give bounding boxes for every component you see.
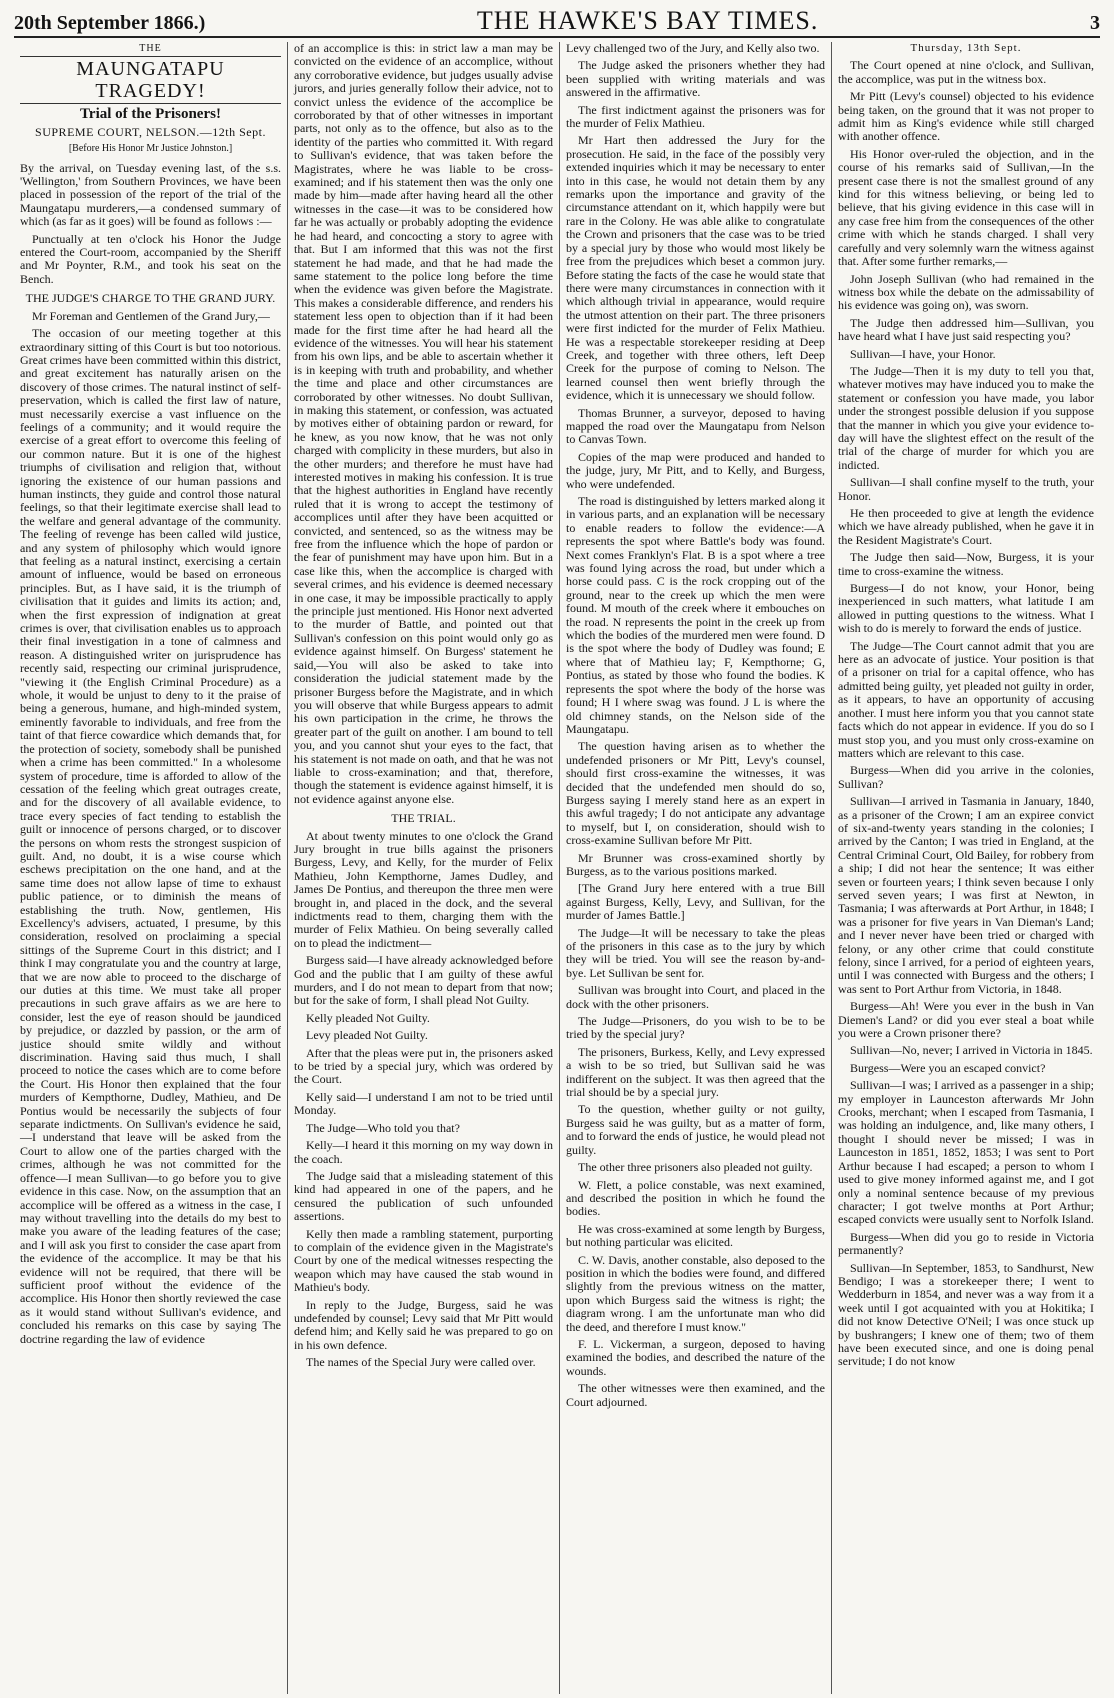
paragraph: The Judge asked the prisoners whether they had been supplied with writing materials and was answered in the affirmative.: [566, 58, 825, 100]
paragraph: Sullivan—No, never; I arrived in Victoria in 1845.: [850, 1043, 1093, 1058]
paragraph: Levy pleaded Not Guilty.: [306, 1028, 428, 1043]
paragraph: Thomas Brunner, a surveyor, deposed to having mapped the road over the Maungatapu from Nelson to Canvas Town.: [566, 405, 825, 447]
paragraph: The Judge—It will be necessary to take the pleas of the prisoners in this case as to the jury by which they will be tried. You will see the reason by-and-bye. Let Sullivan be sent for.: [566, 925, 825, 980]
masthead: [14, 6, 1100, 38]
columns: [14, 42, 1100, 1694]
paragraph: The Judge—The Court cannot admit that you are here as an advocate of justice. Your position is that of a prisoner on trial for a capital offence, who has admitted being guilty, yet pleaded not guilty in order, as it appears, to have an opportunity of accusing another. I must here inform you that you cannot state facts which do not appear in evidence. If you do so I must stop you, and you must only cross-examine on matters which are relevant to this case.: [838, 638, 1094, 760]
paragraph: After that the pleas were put in, the prisoners asked to be tried by a special jury, which was ordered by the Court.: [294, 1045, 553, 1087]
paragraph: Sullivan—I have, your Honor.: [850, 346, 996, 361]
section-heading-trial: THE TRIAL.: [391, 811, 456, 826]
paragraph: Mr Foreman and Gentlemen of the Grand Jury,—: [32, 308, 270, 323]
paragraph: Kelly said—I understand I am not to be tried until Monday.: [294, 1089, 553, 1118]
section-heading-charge: THE JUDGE'S CHARGE TO THE GRAND JURY.: [25, 291, 276, 306]
paragraph: Sullivan—In September, 1853, to Sandhurst, New Bendigo; I was a storekeeper there; I went to Wedderburn in 1854, and never was a way from it a week until I got acquainted with you at Hokitika; I did not know Detective O'Neil; I was once stuck up by bushrangers; I knew one of them; two of them have been executed since, and one is doing penal servitude; I do not know: [838, 1260, 1094, 1369]
paragraph: By the arrival, on Tuesday evening last, of the s.s. 'Wellington,' from Southern Provinces, we have been placed in possession of the report of the trial of the Maungatapu murderers,—a condensed summary of which (as far as it goes) will be found as follows :—: [20, 160, 281, 229]
paragraph: The Judge then addressed him—Sullivan, you have heard what I have just said respecting you?: [838, 315, 1094, 344]
paragraph: The Judge—Prisoners, do you wish to be to be tried by the special jury?: [566, 1014, 825, 1042]
court-line: SUPREME COURT, NELSON.—12th Sept.: [35, 124, 266, 139]
paragraph: C. W. Davis, another constable, also deposed to the position in which the bodies were found, and differed slightly from the previous witness on the matter, upon which Burgess said the witness is right; the diagram wrong. I am the unfortunate man who did the deed, and therefore I must know.": [566, 1252, 825, 1334]
paragraph: Sullivan—I shall confine myself to the truth, your Honor.: [838, 475, 1094, 503]
paragraph: Mr Brunner was cross-examined shortly by Burgess, as to the various positions marked.: [566, 850, 825, 878]
page-number: 3: [1090, 12, 1100, 34]
paragraph: The Judge said that a misleading statement of this kind had appeared in one of the papers, and he censured the publication of such unfounded assertions.: [294, 1168, 553, 1224]
paragraph: The prisoners, Burkess, Kelly, and Levy expressed a wish to be so tried, but Sullivan said he was indifferent on the subject. It was then agreed that the trial should be by a special jury.: [566, 1044, 825, 1100]
paragraph: His Honor over-ruled the objection, and in the course of his remarks said of Sullivan,—In the present case there is not the smallest ground of any kind for this witness believing, or being led to believe, that his giving evidence in this case will in any case free him from the consequences of the other crime with which he stands charged. I shall very carefully and very solemnly warn the witness against that. After some further remarks,—: [838, 146, 1094, 269]
paragraph: Burgess said—I have already acknowledged before God and the public that I am guilty of these awful murders, and I do not mean to depart from that now; but for the sake of form, I shall plead Not Guilty.: [294, 953, 553, 1008]
paragraph: F. L. Vickerman, a surgeon, deposed to having examined the bodies, and described the nature of the wounds.: [566, 1336, 825, 1378]
paragraph: Mr Pitt (Levy's counsel) objected to his evidence being taken, on the ground that it was not proper to admit him as King's evidence while still charged with another offence.: [838, 89, 1094, 144]
paragraph: He then proceeded to give at length the evidence which we have already published, when he gave it in the Resident Magistrate's Court.: [838, 506, 1094, 547]
paragraph: Burgess—Ah! Were you ever in the bush in Van Diemen's Land? or did you ever steal a boat while you were a Crown prisoner there?: [838, 999, 1094, 1041]
paragraph: The first indictment against the prisoners was for the murder of Felix Mathieu.: [566, 102, 825, 131]
paragraph: To the question, whether guilty or not guilty, Burgess said he was guilty, but as a matter of form, and to forward the ends of justice, he would plead not guilty.: [566, 1102, 825, 1157]
column-1: [14, 42, 288, 1694]
paragraph: [The Grand Jury here entered with a true Bill against Burgess, Kelly, Levy, and Sullivan, for the murder of James Battle.]: [566, 881, 825, 923]
paragraph: In reply to the Judge, Burgess, said he was undefended by counsel; Levy said that Mr Pitt would defend him; and Kelly said he was prepared to go on in his own defence.: [294, 1297, 553, 1352]
paragraph: Kelly pleaded Not Guilty.: [306, 1010, 430, 1025]
paragraph: W. Flett, a police constable, was next examined, and described the position in which he found the bodies.: [566, 1177, 825, 1219]
pre-title: THE: [139, 43, 162, 54]
column-2: [288, 42, 560, 1694]
paragraph: The question having arisen as to whether the undefended prisoners or Mr Pitt, Levy's counsel, should first cross-examine the witnesses, it was decided that the undefended men should do so, Burgess saying I merely stand here as an expert in this awful tragedy; I do not anticipate any advantage to myself, but I, on consideration, should wish to cross-examine Sullivan before Mr Pitt.: [566, 739, 825, 848]
issue-date: 20th September 1866.): [14, 12, 206, 34]
paragraph: Kelly then made a rambling statement, purporting to complain of the evidence given in the Magistrate's Court by one of the medical witnesses respecting the weapon which may have caused the stab wound in Mathieu's body.: [294, 1226, 553, 1295]
paper-name: THE HAWKE'S BAY TIMES.: [476, 6, 819, 35]
paragraph: Burgess—When did you go to reside in Victoria permanently?: [838, 1229, 1094, 1258]
paragraph: The other witnesses were then examined, and the Court adjourned.: [566, 1381, 825, 1409]
paragraph: Sullivan—I arrived in Tasmania in January, 1840, as a prisoner of the Crown; I am an expiree convict of six-and-twenty years standing in the colonies; I arrived by the Canton; I was tried in England, at the Central Criminal Court, Old Bailey, for robbery from a ship; I did not hear the sentence; It was either seven or fourteen years; I think seven because I only served seven years; I was first at Newton, in Tasmania; I was afterwards at Port Arthur, in 1848; I was a prisoner for five years in Van Dieman's Land; and I never never have been tried or charged with felony, or any other crime that could constitute felony, since I arrived, for a period of eighteen years, until I was connected with Burgess and the others; I was sent to Port Arthur from Victoria, in 1848.: [838, 794, 1094, 996]
paragraph: The other three prisoners also pleaded not guilty.: [578, 1160, 813, 1175]
paragraph: The Court opened at nine o'clock, and Sullivan, the accomplice, was put in the witness box.: [838, 58, 1094, 86]
paragraph: The names of the Special Jury were called over.: [306, 1355, 536, 1370]
paragraph: The road is distinguished by letters marked along it in various parts, and an explanation will be necessary to enable readers to follow the evidence:—A represents the spot where Battle's body was found. Next comes Franklyn's Flat. B is a spot where a tree was found lying across the road, but under which a horse could pass. C is the rock cropping out of the ground, near to the creek up which the men were found. M mouth of the creek where it embouches on the road. N represents the point in the creek up from which the bodies of the murdered men were found. D is the spot where the body of Dudley was found; E where that of Mathieu lay; F, Kempthorne; G, Pontius, as stated by those who found the bodies. K represents the spot where the body of the horse was found; H I where swag was found. J L is where the old chimney stands, on the Nelson side of the Maungatapu.: [566, 494, 825, 736]
paragraph: of an accomplice is this: in strict law a man may be convicted on the evidence of an accomplice, without any corroborative evidence, but judges usually advise jurors, and juries generally follow their advice, not to convict unless the evidence of the accomplice be corroborated by that of other witnesses in important parts, not only as to the offence, but also as to the identity of the parties who committed it. With regard to Sullivan's evidence, that was taken before the Magistrates, where he was liable to be cross-examined; and if his statement then was the only one made by him—made after having heard all the other witnesses in the case—it was to be considered how far he was actually or probably adopting the evidence he had heard, and concocting a story to agree with that. But I am informed that this was not the first statement he had made, and that he had made the same statement to the police long before the time when the evidence was given before the Magistrate. This makes a considerable difference, and renders his statement less open to objection than if it had been made for the first time after he had heard all the evidence of the witnesses. You will hear his statement from his own lips, and be able to ascertain whether it is in keeping with truth and probability, and whether the time and place and other circumstances are corroborated by other witnesses. No doubt Sullivan, in making this statement, or confession, was actuated by motives either of obtaining pardon or reward, for he knew, as you now know, that he was not only charged with complicity in these murders, but also in the other murders; and therefore he must have had interested motives in making his confession. It is true that the highest authorities in England have recently ruled that it is wrong to accept the testimony of accomplices until after they have been acquitted or convicted, and sentenced, so as the witness may be free from the influence which the hope of pardon or the fear of punishment may have upon him. But in a case like this, when the accomplice is charged with several crimes, and his evidence is deemed necessary in one case, it may be impossible practically to apply the principle just mentioned. His Honor next adverted to the murder of Battle, and pointed out that Sullivan's confession on this point would only go as evidence against himself. On Burgess' statement he said,—You will also be asked to take into consideration the judicial statement made by the prisoner Burgess before the Magistrate, and in which you will observe that while Burgess appears to admit his own participation in the crime, he throws the greater part of the guilt on another. I am bound to tell you, and you cannot shut your eyes to the fact, that his statement is not made on oath, and that he was not liable to cross-examination; and that, therefore, though the statement is evidence against himself, it is not evidence against anyone else.: [294, 42, 553, 806]
paragraph: John Joseph Sullivan (who had remained in the witness box while the debate on the admissability of his evidence was going on), was sworn.: [838, 271, 1094, 313]
paragraph: The Judge—Who told you that?: [306, 1120, 460, 1135]
paragraph: Copies of the map were produced and handed to the judge, jury, Mr Pitt, and to Kelly, and Burgess, who were undefended.: [566, 449, 825, 491]
paragraph: Levy challenged two of the Jury, and Kelly also two.: [566, 42, 820, 55]
paragraph: Burgess—I do not know, your Honor, being inexperienced in such matters, what latitude I am allowed in putting questions to the witness. What I wish to do is merely to forward the ends of justice.: [838, 581, 1094, 636]
paragraph: Sullivan—I was; I arrived as a passenger in a ship; my employer in Launceston afterwards Mr John Crooks, merchant; when I escaped from Tasmania, I was holding an indulgence, and, like many others, I thought I should never be missed; I was in Launceston in 1851, 1852, 1853; I was sent to Port Arthur because I had escaped; a person to whom I used to give money informed against me, and I got only a nominal sentence because of my previous character; I got twelve months at Port Arthur; escaped convicts were usually sent to Norfolk Island.: [838, 1078, 1094, 1227]
subheadline: Trial of the Prisoners!: [80, 106, 221, 123]
paragraph: Mr Hart then addressed the Jury for the prosecution. He said, in the face of the possibly very extended inquiries which it may be necessary to enter into in this case, he would not detain them by any remarks upon the importance and gravity of the circumstance attendant on it, which happily were but rare in the Colony. He was able alike to congratulate the Crown and prisoners that the case was to be tried by a special jury by those who would most likely be free from the prejudices which beset a common jury. Before stating the facts of the case he would state that there were many circumstances in connection with it which although trivial in appearance, would require the utmost attention on their part. The three prisoners were first indicted for the murder of Felix Mathieu. He was a respectable storekeeper residing at Deep Creek, and together with three others, left Deep Creek for the purpose of coming to Nelson. The learned counsel then went briefly through the evidence, which it is unnecessary we should follow.: [566, 133, 825, 403]
paragraph: He was cross-examined at some length by Burgess, but nothing particular was elicited.: [566, 1221, 825, 1250]
headline: MAUNGATAPU TRAGEDY!: [20, 56, 281, 104]
dateline: Thursday, 13th Sept.: [910, 42, 1022, 54]
column-4: [832, 42, 1100, 1694]
paragraph: Sullivan was brought into Court, and placed in the dock with the other prisoners.: [566, 983, 825, 1011]
paragraph: The Judge then said—Now, Burgess, it is your time to cross-examine the witness.: [838, 550, 1094, 578]
paragraph: At about twenty minutes to one o'clock the Grand Jury brought in true bills against the prisoners Burgess, Levy, and Kelly, for the murder of Felix Mathieu, John Kempthorne, James Dudley, and James De Pontius, and thereupon the three men were brought in, and placed in the dock, and the several indictments read to them, charging them with the murder of Felix Mathieu. On being severally called on to plead the indictment—: [294, 828, 553, 950]
paragraph: Kelly—I heard it this morning on my way down in the coach.: [294, 1138, 553, 1166]
paragraph: Punctually at ten o'clock his Honor the Judge entered the Court-room, accompanied by the Sheriff and Mr Poynter, R.M., and took his seat on the Bench.: [20, 231, 281, 286]
paragraph: Burgess—Were you an escaped convict?: [850, 1060, 1046, 1075]
paragraph: The occasion of our meeting together at this extraordinary sitting of this Court is but too notorious. Great crimes have been committed within this district, and great excitement has naturally arisen on the discovery of those crimes. The natural instinct of self-preservation, which is called the first law of nature, must necessarily exercise a vast influence on the feelings of a community; and it would require the exercise of a great effort to overcome this feeling of our common nature. But it is one of the highest triumphs of civilisation and religion that, without ignoring the existence of our human passions and human instincts, they guide and control those natural feelings, so that their legitimate exercise shall lead to the welfare and general advantage of the community. The feeling of revenge has been called wild justice, and any system of philosophy which would ignore that feeling as a natural instinct, exercising a certain amount of influence, would be based on erroneous principles. But, as I have said, it is the triumph of civilisation that it guides and limits its action; and, when the first expression of indignation at great crimes is over, that civilisation enables us to approach their final investigation in a tone of calmness and reason. A distinguished writer on jurisprudence has recently said, respecting our criminal jurisprudence, "viewing it (the English Criminal Procedure) as a whole, it would be unjust to deny to it the praise of being a generous, humane, and high-minded system, eminently favorable to individuals, and free from the taint of that fierce cowardice which demands that, for the protection of society, somebody shall be punished when a crime has been committed." In a wholesome system of procedure, time is afforded to allow of the cessation of the feeling which great outrages create, and for the discovery of all available evidence, to trace every species of fact tending to establish the guilt or innocence of persons charged, or to discover the persons on whom rests the strongest suspicion of guilt. And, no doubt, it is a wise course which eschews precipitation on the one hand, and at the same time does not allow lapse of time to exhaust public patience, or to diminish the means of establishing the truth. Now, gentlemen, His Excellency's advisers, actuated, I presume, by this consideration, resolved on proclaiming a special sittings of the Supreme Court in this district; and I think I may congratulate you and the country at large, that we are now able to proceed to the discharge of our duties at this time. We must take all proper precautions in such grave affairs as we are here to consider, lest the eye of reason should be jaundiced by prejudice, or dazzled by passion, or the arm of justice should smite wildly and without discrimination. Having said thus much, I shall proceed to notice the cases which are to come before the Court. His Honor then explained that the four murders of Kempthorne, Dudley, Mathieu, and De Pontius would be necessarily the subjects of four separate indictments. On Sullivan's evidence he said,—I understand that leave will be asked from the Court to allow one of the parties charged with the crimes, although he was not committed for the offence—I mean Sullivan—to go before you to give evidence in this case. Now, on the assumption that an accomplice will be offered as a witness in the case, I may without travelling into the details do my best to make you aware of the leading features of the case; and I will ask you first to consider the case apart from the evidence of the accomplice. It may be that his evidence will not be required, that there will be sufficient proof without the evidence of the accomplice. His Honor then shortly reviewed the case as it would stand without Sullivan's evidence, and concluded his remarks on this case by saying The doctrine regarding the law of evidence: [20, 326, 281, 1346]
paragraph: Burgess—When did you arrive in the colonies, Sullivan?: [838, 763, 1094, 791]
bracket-line: [Before His Honor Mr Justice Johnston.]: [68, 143, 233, 155]
column-3: [560, 42, 832, 1694]
paragraph: The Judge—Then it is my duty to tell you that, whatever motives may have induced you to make the statement or confession you have made, you labor under the strongest possible delusion if you suppose that the manner in which you give your evidence to-day will have the slightest effect on the result of the trial of the charge of murder for which you are indicted.: [838, 363, 1094, 472]
